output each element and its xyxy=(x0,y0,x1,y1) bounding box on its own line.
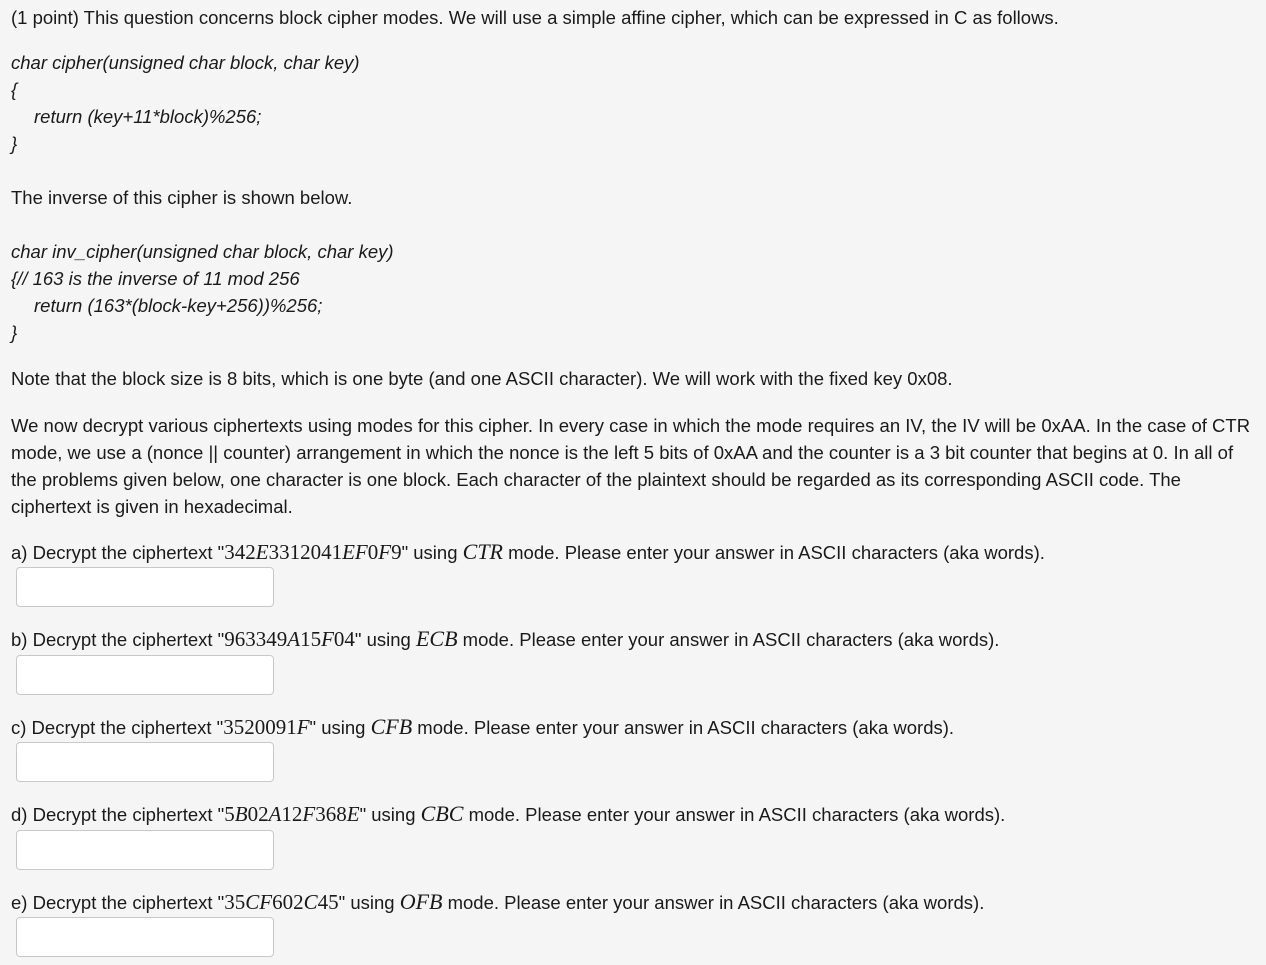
ciphertext-part: 02 xyxy=(247,802,269,826)
question-mid: " using xyxy=(401,542,463,563)
mode-name: ECB xyxy=(415,626,458,651)
cipher-code-body: return (key+11*block)%256; xyxy=(34,106,262,127)
ciphertext-part: E xyxy=(346,802,360,826)
ciphertext-part: E xyxy=(255,540,269,564)
inverse-code-signature: char inv_cipher(unsigned char block, char key) xyxy=(11,241,394,262)
inverse-code-close-brace: } xyxy=(11,322,18,343)
inverse-intro: The inverse of this cipher is shown below. xyxy=(11,187,353,208)
mode-name: OFB xyxy=(399,889,443,914)
ciphertext-part: F xyxy=(321,627,334,651)
question-c xyxy=(11,715,954,740)
ciphertext-part: 12 xyxy=(281,802,303,826)
question-suffix: mode. Please enter your answer in ASCII characters (aka words). xyxy=(463,804,1006,825)
ciphertext-part: C xyxy=(303,890,318,914)
ciphertext-part: CF xyxy=(245,890,273,914)
ciphertext xyxy=(224,890,338,914)
ciphertext-part: 963349 xyxy=(224,627,288,651)
ciphertext-part: 5 xyxy=(224,802,235,826)
ciphertext xyxy=(224,802,359,826)
cipher-code-close-brace: } xyxy=(11,133,18,154)
mode-name: CBC xyxy=(420,801,464,826)
question-e xyxy=(11,890,984,915)
ciphertext-part: 0 xyxy=(367,540,379,564)
question-suffix: mode. Please enter your answer in ASCII characters (aka words). xyxy=(457,629,1000,650)
question-suffix: mode. Please enter your answer in ASCII characters (aka words). xyxy=(503,542,1045,563)
question-mid: " using xyxy=(309,717,371,738)
question-mid: " using xyxy=(338,892,400,913)
ciphertext-part: 368 xyxy=(315,802,347,826)
question-prefix: b) Decrypt the ciphertext " xyxy=(11,629,225,650)
mode-description: We now decrypt various ciphertexts using modes for this cipher. In every case in which the mode requires an IV, the IV will be 0xAA. In the case of CTR mode, we use a (nonce || counter) arrangement in which the nonce is the left 5 bits of 0xAA and the counter is a 3 bit counter that begins at 0. In all of the problems given below, one character is one block. Each character of the plaintext should be regarded as its corresponding ASCII code. The ciphertext is given in hexadecimal. xyxy=(11,415,1251,517)
ciphertext-part: F xyxy=(296,715,310,739)
question-d xyxy=(11,802,1005,827)
question-b xyxy=(11,627,999,652)
ciphertext-part: F xyxy=(378,540,392,564)
mode-name: CFB xyxy=(370,714,413,739)
answer-input-c[interactable] xyxy=(16,742,274,782)
answer-input-e[interactable] xyxy=(16,917,274,957)
ciphertext-part: A xyxy=(287,627,301,651)
question-prefix: a) Decrypt the ciphertext " xyxy=(11,542,225,563)
ciphertext-part: 602 xyxy=(272,890,304,914)
question-mid: " using xyxy=(359,804,421,825)
question-suffix: mode. Please enter your answer in ASCII characters (aka words). xyxy=(442,892,985,913)
ciphertext-part: 3312041 xyxy=(268,540,343,564)
key-note: Note that the block size is 8 bits, which is one byte (and one ASCII character). We will work with the fixed key 0x08. xyxy=(11,368,953,389)
ciphertext-part: 35 xyxy=(224,890,246,914)
ciphertext-part: EF xyxy=(342,540,368,564)
question-prefix: d) Decrypt the ciphertext " xyxy=(11,804,225,825)
ciphertext xyxy=(223,715,309,739)
answer-input-d[interactable] xyxy=(16,830,274,870)
answer-input-a[interactable] xyxy=(16,567,274,607)
question-intro: (1 point) This question concerns block cipher modes. We will use a simple affine cipher, which can be expressed in C as follows. xyxy=(11,7,1059,28)
ciphertext-part: 3520091 xyxy=(223,715,297,739)
ciphertext-part: F xyxy=(302,802,316,826)
cipher-code-open-brace: { xyxy=(11,79,18,100)
cipher-code-signature: char cipher(unsigned char block, char key) xyxy=(11,52,360,73)
ciphertext-part: 342 xyxy=(224,540,256,564)
question-prefix: e) Decrypt the ciphertext " xyxy=(11,892,225,913)
question-a xyxy=(11,540,1045,565)
ciphertext-part: B xyxy=(234,802,248,826)
ciphertext-part: 9 xyxy=(391,540,402,564)
ciphertext-part: 15 xyxy=(300,627,322,651)
ciphertext-part: 45 xyxy=(317,890,339,914)
ciphertext xyxy=(224,627,355,651)
ciphertext xyxy=(224,540,401,564)
ciphertext-part: A xyxy=(268,802,282,826)
inverse-code-body: return (163*(block-key+256))%256; xyxy=(34,295,323,316)
answer-input-b[interactable] xyxy=(16,655,274,695)
question-suffix: mode. Please enter your answer in ASCII characters (aka words). xyxy=(412,717,955,738)
ciphertext-part: 04 xyxy=(333,627,355,651)
question-mid: " using xyxy=(354,629,416,650)
question-prefix: c) Decrypt the ciphertext " xyxy=(11,717,224,738)
inverse-code-comment: {// 163 is the inverse of 11 mod 256 xyxy=(11,268,300,289)
mode-name: CTR xyxy=(462,539,503,564)
